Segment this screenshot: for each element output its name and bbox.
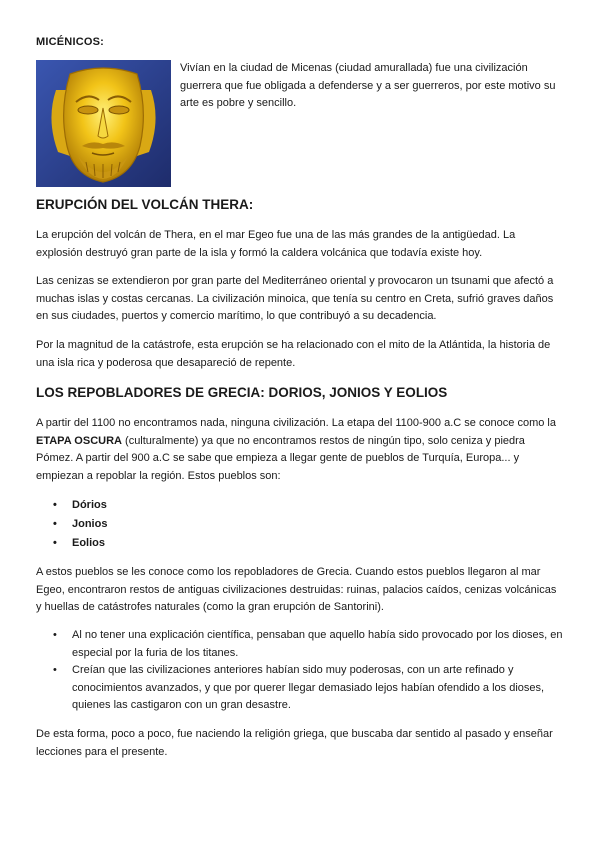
- repobladores-paragraph-2: A estos pueblos se les conoce como los repobladores de Grecia. Cuando estos pueblos llegaron al mar Egeo, encontraron restos de antiguas civilizaciones destruidas: ruinas, palacios caídos, cenizas volcánicas y huellas de catástrofes naturales (como la gran erupción de Santorini).: [36, 566, 557, 614]
- list-item: • Creían que las civilizaciones anteriores habían sido muy poderosas, con un arte refinado y conocimientos avanzados, y que por querer llegar demasiado lejos habían ofendido a los dioses, quienes las castigaron con un gran desastre.: [36, 662, 564, 715]
- micenicos-description: Vivían en la ciudad de Micenas (ciudad amurallada) fue una civilización guerrera que fue obligada a defenderse y a ser guerreros, por este motivo su arte es pobre y sencillo.: [180, 62, 556, 109]
- section-title-micenicos: MICÉNICOS:: [36, 36, 104, 48]
- repobladores-paragraph-3: De esta forma, poco a poco, fue naciendo la religión griega, que buscaba dar sentido al pasado y enseñar lecciones para el presente.: [36, 728, 553, 758]
- etapa-oscura-emphasis: ETAPA OSCURA: [36, 434, 122, 447]
- list-item: • Dórios: [36, 496, 564, 515]
- list-item: • Eolios: [36, 534, 564, 553]
- gold-mask-illustration: [36, 60, 171, 187]
- list-item: • Al no tener una explicación científica, pensaban que aquello había sido provocado por los dioses, en especial por la furia de los titanes.: [36, 627, 564, 662]
- peoples-list: [36, 496, 564, 553]
- section-title-repobladores: LOS REPOBLADORES DE GRECIA: DORIOS, JONIOS Y EOLIOS: [36, 385, 448, 400]
- paragraph-text: A partir del 1100 no encontramos nada, ninguna civilización. La etapa del 1100-900 a.C se conoce como la: [36, 417, 556, 429]
- thera-paragraph-3: Por la magnitud de la catástrofe, esta erupción se ha relacionado con el mito de la Atlántida, la historia de una isla rica y poderosa que desapareció de repente.: [36, 339, 551, 369]
- thera-paragraph-2: Las cenizas se extendieron por gran parte del Mediterráneo oriental y provocaron un tsunami que afectó a muchas islas y costas cercanas. La civilización minoica, que tenía su centro en Creta, sufrió graves daños en sus ciudades, puertos y comercio marítimo, lo que contribuyó a su decadencia.: [36, 275, 554, 323]
- section-title-thera: ERUPCIÓN DEL VOLCÁN THERA:: [36, 197, 254, 212]
- beliefs-list: [36, 627, 564, 715]
- repobladores-paragraph-1: [36, 415, 564, 485]
- paragraph-text: (culturalmente) ya que no encontramos restos de ningún tipo, solo ceniza y piedra Pómez. A partir del 900 a.C se sabe que empieza a llegar gente de pueblos de Turquía, Europa... y empiezan a repoblar la región. Estos pueblos son:: [36, 434, 525, 482]
- thera-paragraph-1: La erupción del volcán de Thera, en el mar Egeo fue una de las más grandes de la antigüedad. La explosión destruyó gran parte de la isla y formó la caldera volcánica que todavía existe hoy.: [36, 229, 516, 259]
- list-item: • Jonios: [36, 515, 564, 534]
- gold-mask-image: [36, 60, 171, 187]
